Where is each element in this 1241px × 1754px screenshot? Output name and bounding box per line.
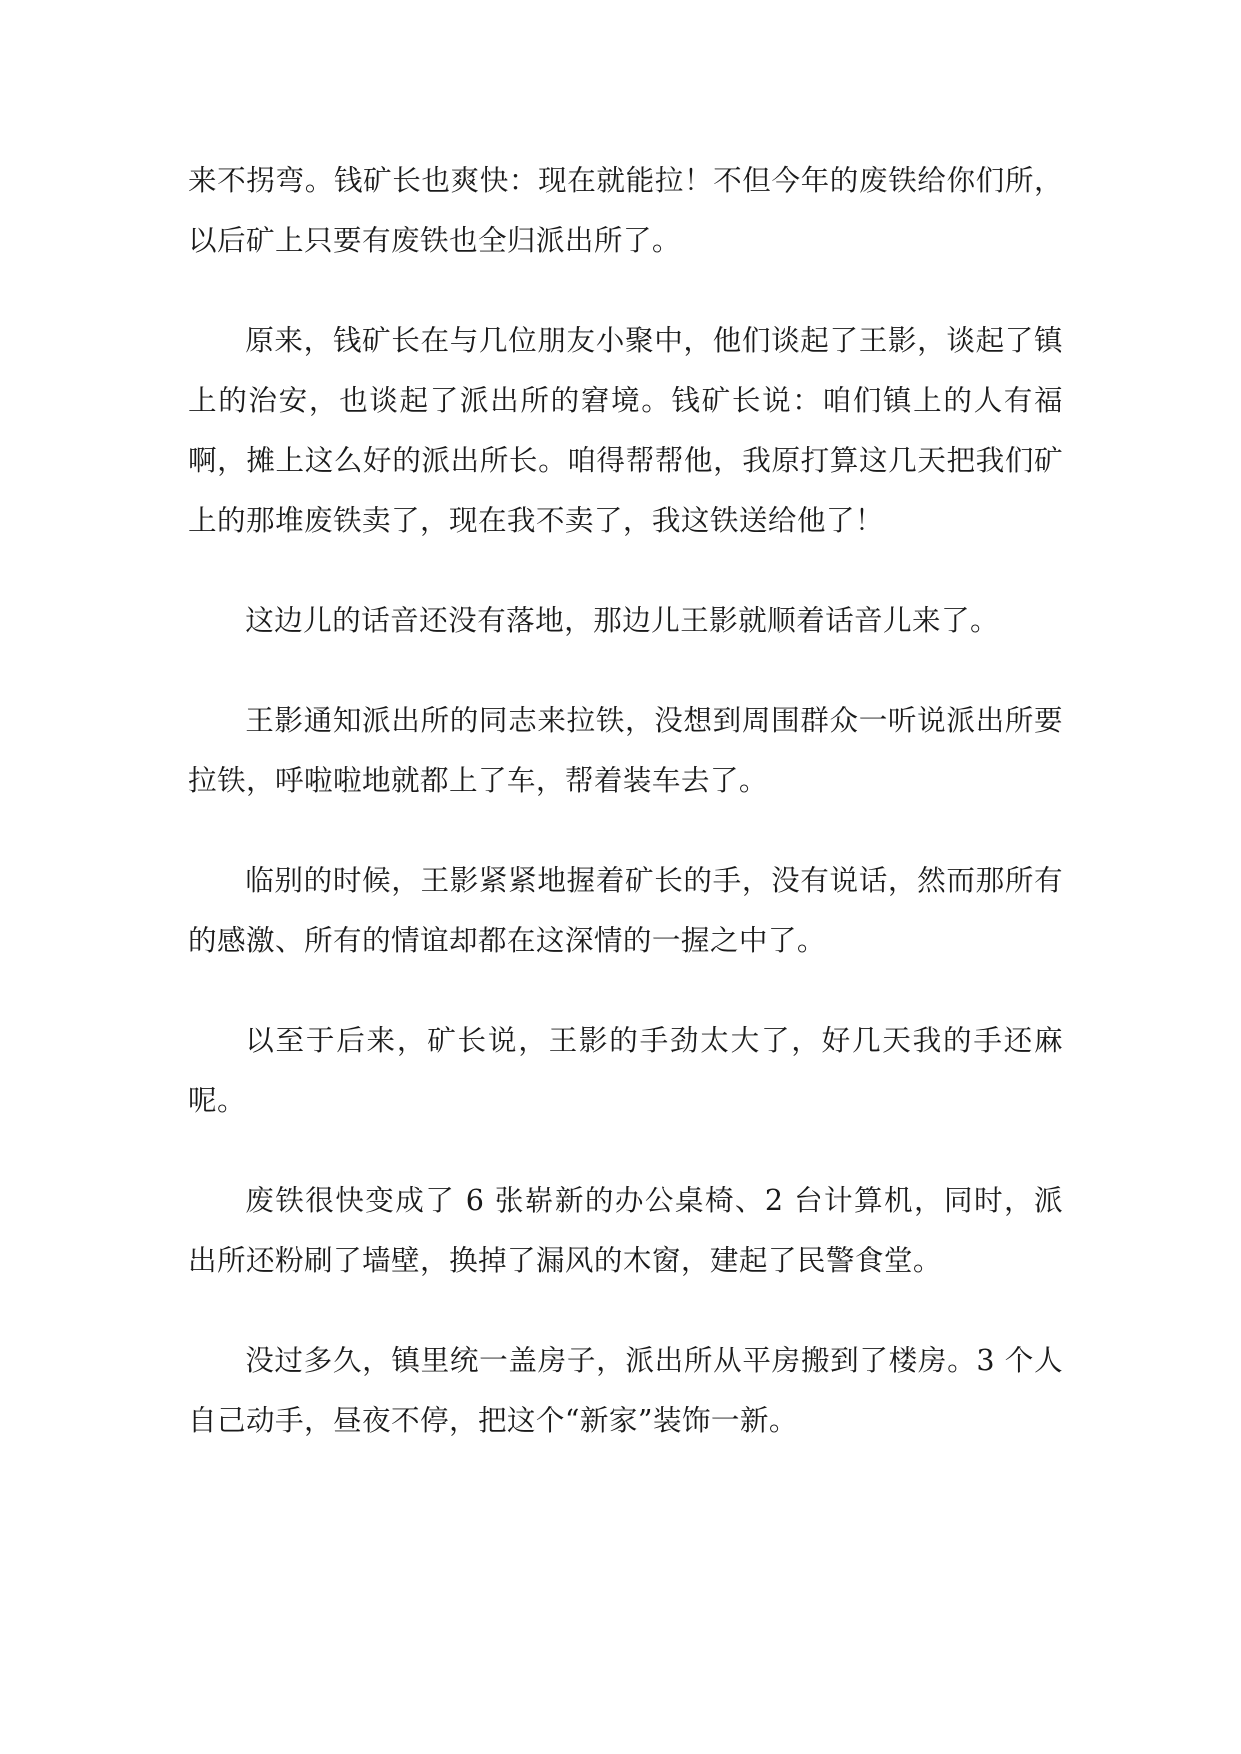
document-body	[188, 150, 1063, 1490]
paragraph-farewell: 临别的时候，王影紧紧地握着矿长的手，没有说话，然而那所有的感激、所有的情谊却都在这深情的一握之中了。	[188, 863, 1063, 957]
paragraph-new-home: 没过多久，镇里统一盖房子，派出所从平房搬到了楼房。3 个人自己动手，昼夜不停，把这个“新家”装饰一新。	[188, 1343, 1063, 1437]
paragraph-arrival: 这边儿的话音还没有落地，那边儿王影就顺着话音儿来了。	[245, 603, 1000, 637]
paragraph-loading: 王影通知派出所的同志来拉铁，没想到周围群众一听说派出所要拉铁，呼啦啦地就都上了车，帮着装车去了。	[188, 703, 1063, 797]
paragraph-handshake: 以至于后来，矿长说，王影的手劲太大了，好几天我的手还麻呢。	[188, 1023, 1063, 1117]
paragraph-origin: 原来，钱矿长在与几位朋友小聚中，他们谈起了王影，谈起了镇上的治安，也谈起了派出所的窘境。钱矿长说：咱们镇上的人有福啊，摊上这么好的派出所长。咱得帮帮他，我原打算这几天把我们矿上的那堆废铁卖了，现在我不卖了，我这铁送给他了！	[188, 323, 1063, 537]
paragraph-continued: 来不拐弯。钱矿长也爽快：现在就能拉！不但今年的废铁给你们所，以后矿上只要有废铁也全归派出所了。	[188, 163, 1063, 257]
paragraph-purchases: 废铁很快变成了 6 张崭新的办公桌椅、2 台计算机，同时，派出所还粉刷了墙壁，换掉了漏风的木窗，建起了民警食堂。	[188, 1183, 1063, 1277]
